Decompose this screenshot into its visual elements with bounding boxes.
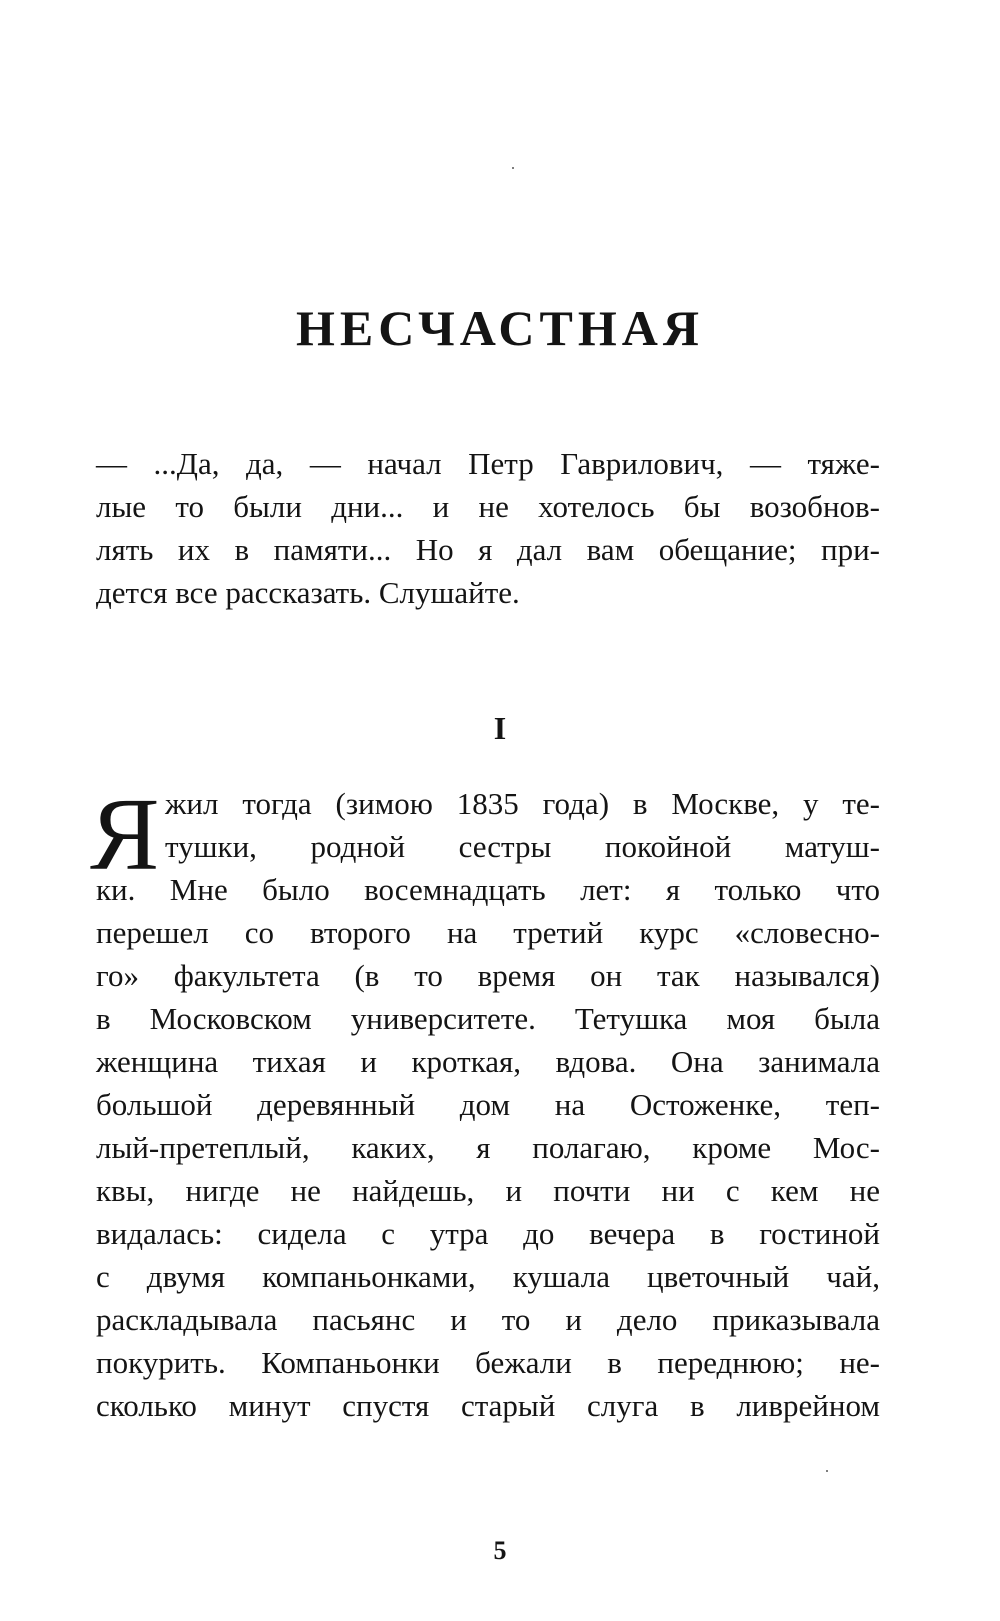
print-speck (826, 1470, 828, 1472)
intro-line: — ...Да, да, — начал Петр Гаврилович, — тяже- (96, 446, 880, 481)
body-line: тушки, родной сестры покойной матуш- (165, 829, 880, 864)
body-line: раскладывала пасьянс и то и дело приказывала (96, 1302, 880, 1337)
body-line: го» факультета (в то время он так назывался) (96, 958, 880, 993)
body-line: в Московском университете. Тетушка моя была (96, 1001, 880, 1036)
body-line: ки. Мне было восемнадцать лет: я только что (96, 872, 880, 907)
intro-line: лые то были дни... и не хотелось бы возобнов- (96, 489, 880, 524)
body-line: перешел со второго на третий курс «словесно- (96, 915, 880, 950)
body-line: сколько минут спустя старый слуга в ливрейном (96, 1388, 880, 1423)
body-line: покурить. Компаньонки бежали в переднюю; не- (96, 1345, 880, 1380)
intro-line: дется все рассказать. Слушайте. (96, 575, 520, 610)
body-line: видалась: сидела с утра до вечера в гостиной (96, 1216, 880, 1251)
body-line: квы, нигде не найдешь, и почти ни с кем не (96, 1173, 880, 1208)
body-line: женщина тихая и кроткая, вдова. Она занимала (96, 1044, 880, 1079)
chapter-number: I (493, 710, 507, 746)
intro-line: лять их в памяти... Но я дал вам обещание; при- (96, 532, 880, 567)
body-line: большой деревянный дом на Остоженке, теп- (96, 1087, 880, 1122)
print-speck (512, 167, 514, 169)
drop-cap: Я (90, 777, 160, 892)
body-line: с двумя компаньонками, кушала цветочный чай, (96, 1259, 880, 1294)
page-number: 5 (493, 1536, 507, 1565)
body-line: лый-претеплый, каких, я полагаю, кроме Мос- (96, 1130, 880, 1165)
body-line: жил тогда (зимою 1835 года) в Москве, у те- (165, 786, 880, 821)
story-title: НЕСЧАСТНАЯ (296, 300, 704, 356)
